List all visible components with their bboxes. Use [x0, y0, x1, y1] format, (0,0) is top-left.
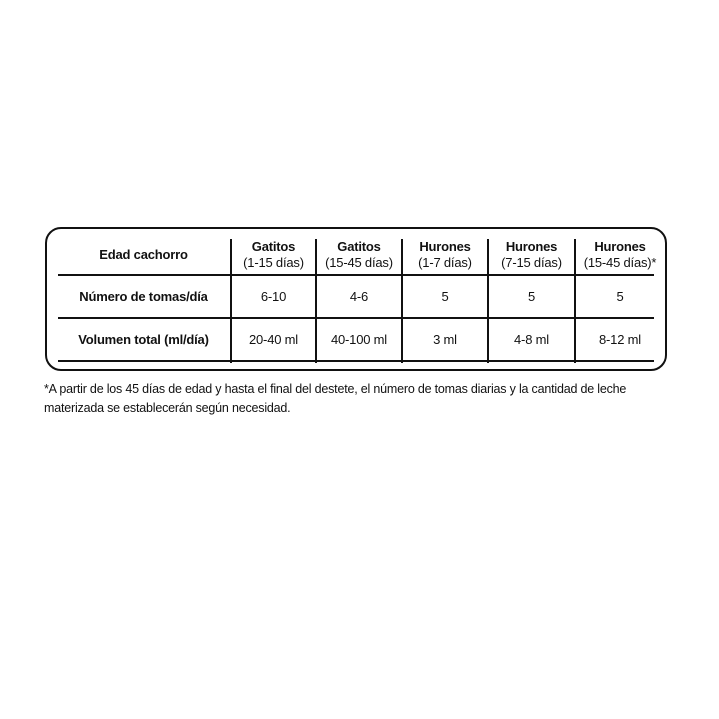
cell-value: 8-12 ml: [599, 331, 641, 347]
column-header-gatitos-1-15: [232, 235, 315, 274]
table-cell: [317, 319, 401, 360]
column-header-line2: (1-15 días): [243, 254, 304, 270]
row-divider: [58, 360, 654, 362]
cell-value: 5: [527, 288, 536, 304]
footnote: *A partir de los 45 días de edad y hasta el final del destete, el número de tomas diarias y la cantidad de leche materizada se establecerán según necesidad.: [44, 382, 627, 415]
column-header-line2: (7-15 días): [501, 254, 562, 270]
table-cell: [317, 276, 401, 317]
table-cell: [576, 319, 664, 360]
cell-value: 4-8 ml: [514, 331, 549, 347]
cell-value: 5: [616, 288, 624, 304]
feeding-table: [45, 227, 667, 371]
table-cell: [489, 276, 574, 317]
column-header-line2: (15-45 días)*: [583, 254, 657, 270]
column-header-hurones-15-45: [576, 235, 664, 274]
column-header-line2: (1-7 días): [418, 254, 472, 270]
cell-value: 3 ml: [433, 331, 457, 347]
column-header-line1: Hurones: [505, 238, 558, 254]
column-header-hurones-1-7: [403, 235, 487, 274]
cell-value: 20-40 ml: [249, 331, 298, 347]
cell-value: 6-10: [260, 288, 287, 304]
column-header-line2: (15-45 días): [325, 254, 393, 270]
table-cell: [232, 276, 315, 317]
header-label-text: Edad cachorro: [99, 246, 188, 262]
row-label-text: Número de tomas/día: [79, 288, 208, 304]
table-cell: [489, 319, 574, 360]
table-cell: [403, 276, 487, 317]
table-cell: [232, 319, 315, 360]
column-header-line1: Gatitos: [337, 238, 381, 254]
cell-value: 4-6: [349, 288, 369, 304]
cell-value: 5: [441, 288, 449, 304]
table-cell: [576, 276, 664, 317]
column-header-hurones-7-15: [489, 235, 574, 274]
column-header-line1: Hurones: [419, 238, 471, 254]
column-header-line1: Hurones: [594, 238, 646, 254]
row-label-text: Volumen total (ml/día): [78, 331, 209, 347]
row-label-tomas: [57, 276, 230, 317]
column-header-line1: Gatitos: [251, 238, 296, 254]
cell-value: 40-100 ml: [330, 331, 387, 347]
table-cell: [403, 319, 487, 360]
column-header-gatitos-15-45: [317, 235, 401, 274]
row-label-volumen: [57, 319, 230, 360]
header-label: [57, 235, 230, 274]
